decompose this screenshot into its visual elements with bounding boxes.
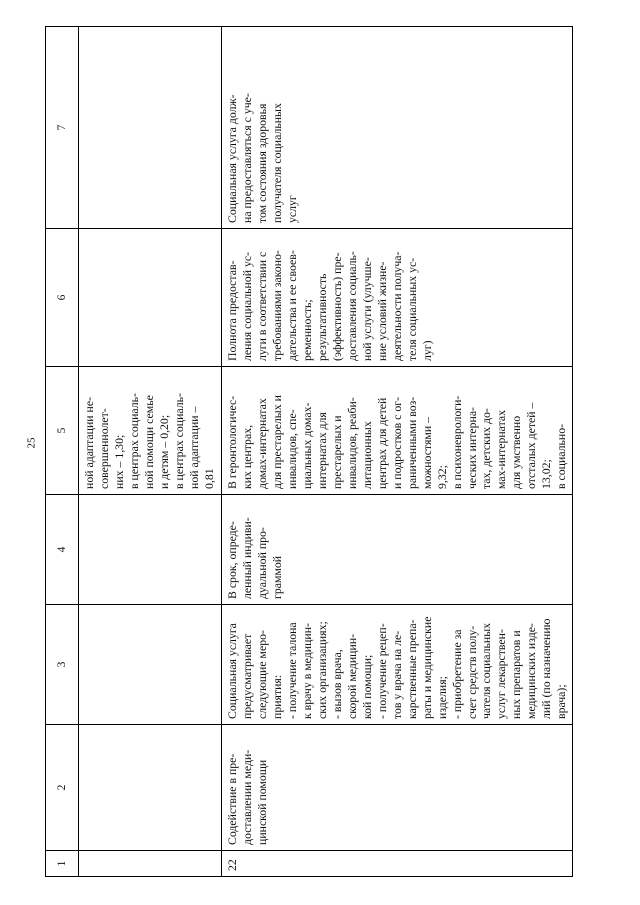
text-line: 0,81 (201, 468, 216, 489)
cell (79, 725, 222, 851)
header-cell: 4 (46, 495, 79, 605)
text-line: тах, детских до- (479, 408, 494, 489)
text-line: Содействие в пре- (225, 753, 239, 845)
text-line: изделия; (434, 676, 449, 719)
text-line: услуг лекарствен- (494, 629, 509, 719)
cell (79, 27, 222, 229)
text-line: Социальная услуга (225, 623, 239, 719)
text-line: 13,02; (539, 459, 554, 489)
page-number: 25 (25, 437, 38, 449)
text-line: - получение рецеп- (374, 623, 389, 719)
text-line: в центрах социаль- (171, 393, 186, 489)
text-line: ления социальной ус- (239, 251, 254, 361)
text-line: предусматривает (239, 633, 254, 719)
cell (79, 851, 222, 877)
text-line: медицинских изде- (524, 623, 539, 719)
table-row-22 (222, 27, 573, 877)
cell (79, 229, 222, 367)
rotated-table-container (45, 27, 595, 877)
header-cell: 6 (46, 229, 79, 367)
text-line: ленный индиви- (239, 517, 254, 599)
header-cell: 1 (46, 851, 79, 877)
text-line: услуг (284, 195, 299, 223)
text-line: чателя социальных (479, 622, 494, 719)
text-line: в социально- (554, 423, 569, 489)
text-line: и детям – 0,20; (156, 414, 171, 489)
text-line: теля социальных ус- (404, 257, 419, 361)
text-line: литационных (359, 421, 374, 489)
text-line: тов у врача на ле- (389, 630, 404, 719)
text-line: ной помощи семье (141, 395, 156, 489)
text-line: цинской помощи (254, 759, 269, 845)
service-name (222, 725, 573, 851)
text-line: деятельности получа- (389, 251, 404, 361)
text-line: инвалидов, спе- (284, 409, 299, 489)
text-line: доставлении меди- (239, 749, 254, 845)
header-cell: 3 (46, 605, 79, 725)
text-line: луги в соответствии с (254, 251, 269, 361)
text-line: кой помощи; (359, 654, 374, 719)
header-cell: 2 (46, 725, 79, 851)
text-line: мах-интернатах (494, 409, 509, 489)
text-line: для престарелых и (269, 395, 284, 489)
text-line: ких центрах, (239, 424, 254, 489)
cell (79, 605, 222, 725)
text-line: Полнота предостав- (225, 260, 239, 361)
text-line: раты и медицинские (419, 616, 434, 719)
text-line: отсталых детей – (524, 402, 539, 489)
text-line: для умственно (509, 415, 524, 489)
text-line: доставления социаль- (344, 251, 359, 361)
text-line: луг) (419, 340, 434, 361)
text-line: ной услуги (улучше- (359, 257, 374, 361)
text-line: ных препаратов и (509, 630, 524, 719)
text-line: ной адаптации – (186, 406, 201, 489)
text-line: 9,32; (434, 465, 449, 489)
text-line: к врачу в медицин- (299, 623, 314, 719)
text-line: В геронтологичес- (225, 395, 239, 489)
service-tariff (222, 367, 573, 495)
services-table (45, 26, 573, 877)
service-conditions (222, 27, 573, 229)
text-line: следующие меро- (254, 630, 269, 719)
text-line: - приобретение за (449, 629, 464, 719)
text-line: ческих интерна- (464, 407, 479, 489)
text-line: - вызов врача, (329, 649, 344, 719)
text-line: инвалидов, реаби- (344, 397, 359, 489)
text-line: дуальной про- (254, 527, 269, 599)
text-line: счет средств полу- (464, 625, 479, 719)
text-line: на предоставляться с уче- (239, 93, 254, 223)
text-line: ние условий жизне- (374, 261, 389, 361)
text-line: карственные препа- (404, 619, 419, 719)
text-line: врача); (554, 684, 569, 719)
text-line: скорой медицин- (344, 633, 359, 719)
text-line: центрах для детей (374, 397, 389, 489)
service-description (222, 605, 573, 725)
text-line: в психоневрологи- (449, 395, 464, 489)
text-line: В срок, опреде- (225, 521, 239, 599)
text-line: домах-интернатах (254, 398, 269, 489)
text-line: них – 1,30; (111, 434, 126, 489)
quality-indicators (222, 229, 573, 367)
table-row-continued (79, 27, 222, 877)
cell-col5 (79, 367, 222, 495)
cell (79, 495, 222, 605)
header-cell: 7 (46, 27, 79, 229)
text-line: - получение талона (284, 622, 299, 719)
text-line: лий (по назначению (539, 618, 554, 719)
service-term (222, 495, 573, 605)
text-line: том состояния здоровья (254, 103, 269, 223)
text-line: совершеннолет- (96, 408, 111, 489)
text-line: дательства и ее своев- (284, 250, 299, 361)
text-line: Социальная услуга долж- (225, 94, 239, 223)
text-line: ских организациях; (314, 621, 329, 719)
header-row (46, 27, 79, 877)
text-line: (эффективность) пре- (329, 252, 344, 361)
header-cell: 5 (46, 367, 79, 495)
text-line: циальных домах- (299, 402, 314, 489)
text-line: требованиями законо- (269, 250, 284, 361)
text-line: раниченными воз- (404, 396, 419, 489)
text-line: можностями – (419, 416, 434, 489)
text-line: получателя социальных (269, 103, 284, 223)
text-line: граммой (269, 555, 284, 599)
row-number: 22 (222, 851, 573, 877)
text-line: результативность (314, 273, 329, 361)
text-line: интернатах для (314, 412, 329, 489)
text-line: и подростков с ог- (389, 396, 404, 489)
text-line: ной адаптации не- (82, 396, 96, 489)
text-line: приятия: (269, 674, 284, 719)
text-line: престарелых и (329, 415, 344, 489)
text-line: в центрах социаль- (126, 393, 141, 489)
text-line: ременность; (299, 299, 314, 361)
